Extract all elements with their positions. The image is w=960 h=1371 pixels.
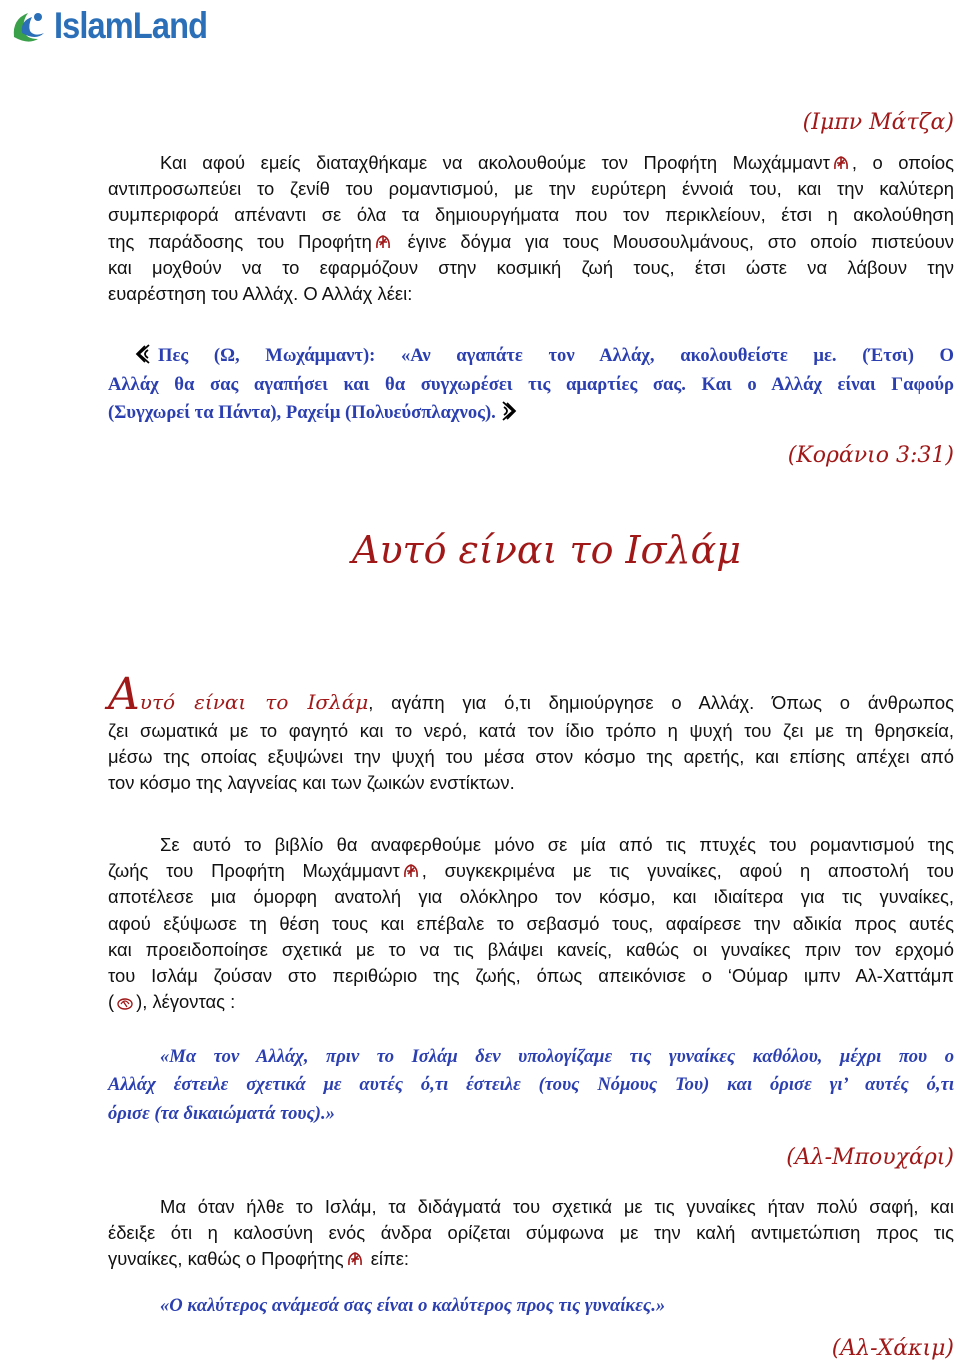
islamland-logo [8, 4, 228, 48]
text-line: ( ), λέγοντας : [108, 991, 236, 1013]
page-heading: Αυτό είναι το Ισλάμ [352, 528, 741, 572]
pbuh-icon [374, 232, 392, 250]
text-line: και μοχθούν να το εφαρμόζουν στην κοσμική ζωή τους, έτσι ώστε να λάβουν την [108, 256, 954, 278]
logo-text: IslamLand [54, 5, 208, 46]
paragraph-women [108, 1194, 954, 1273]
quote-line: (Συγχωρεί τα Πάντα), Ραχείμ (Πολυεύσπλαχνος). [108, 399, 954, 428]
text-line: Αυτό είναι το Ισλάμ, αγάπη για ό,τι δημιούργησε ο Αλλάχ. Όπως ο άνθρωπος [108, 669, 954, 720]
text-line: ζει σωματικά με το φαγητό και το νερό, κατά τον ίδιο τρόπο η ψυχή του ζει με τη θρησκεία, [108, 720, 954, 741]
quote-line: Αλλάχ θα σας αγαπήσει και θα συγχωρέσει τις αμαρτίες σας. Και ο Αλλάχ είναι Γαφούρ [108, 373, 954, 395]
source-hakim: (Αλ-Χάκιμ) [831, 1336, 954, 1361]
pbuh-icon [402, 861, 420, 879]
paragraph-islam [108, 669, 954, 797]
text-line: ζωής του Προφήτη Μωχάμμαντ , συγκεκριμένα με τις γυναίκες, αφού η αποστολή του [108, 860, 954, 882]
source-bukhari: (Αλ-Μπουχάρι) [786, 1145, 954, 1170]
source-ibn-majah: (Ιμπν Μάτζα) [802, 110, 954, 135]
source-quran: (Κοράνιο 3:31) [787, 443, 954, 468]
ornate-bracket-open-icon [134, 343, 152, 365]
quote-line: όρισε (τα δικαιώματά τους).» [108, 1102, 335, 1124]
text-line: και προειδοποίησε σχετικά με το να τις βλάψει κανείς, καθώς οι γυναίκες πριν τον ερχομό [108, 938, 954, 960]
logo-mark-icon [8, 7, 50, 45]
text-line: του Ισλάμ ζούσαν στο περιθώριο της ζωής, όπως απεικόνισε ο ‘Ούμαρ ιμπν Αλ-Χαττάμπ [108, 965, 954, 987]
drop-cap: Α [108, 669, 140, 720]
ornate-bracket-close-icon [500, 400, 518, 422]
quran-quote [108, 342, 954, 428]
text-line: ευαρέστηση του Αλλάχ. Ο Αλλάχ λέει: [108, 283, 413, 305]
paragraph-intro [108, 150, 954, 307]
text-line: αποτέλεσε μια όμορφη ανατολή για ολόκληρο τον κόσμο, και ιδιαίτερα για τις γυναίκες, [108, 886, 954, 908]
text-line: συμπεριφορά απέναντι σε όλα τα δημιουργήματα που τον περικλείουν, έτσι η ακολούθηση [108, 204, 954, 226]
text-line: Και αφού εμείς διαταχθήκαμε να ακολουθούμε τον Προφήτη Μωχάμμαντ , ο οποίος [160, 152, 955, 173]
text-line: Μα όταν ήλθε το Ισλάμ, τα διδάγματά του σχετικά με τις γυναίκες ήταν πολύ σαφή, και [160, 1196, 954, 1217]
quote-line: «Μα τον Αλλάχ, πριν το Ισλάμ δεν υπολογίζαμε τις γυναίκες καθόλου, μέχρι που ο [160, 1046, 954, 1067]
umar-quote [108, 1043, 954, 1128]
quote-line: Πες (Ω, Μωχάμμαντ): «Αν αγαπάτε τον Αλλάχ, ακολουθείστε με. (Έτσι) Ο [108, 342, 954, 371]
pbuh-icon [832, 153, 850, 171]
ra-icon [116, 992, 134, 1010]
text-line: τον κόσμο της λαγνείας και των ζωικών ενστίκτων. [108, 772, 515, 794]
text-line: γυναίκες, καθώς ο Προφήτης είπε: [108, 1248, 410, 1270]
pbuh-icon [346, 1249, 364, 1267]
text-line: Σε αυτό το βιβλίο θα αναφερθούμε μόνο σε μία από τις πτυχές του ρομαντισμού της [160, 834, 954, 855]
text-line: έδειξε ότι η καλοσύνη ενός άνδρα ορίζεται σύμφωνα με την καλή αντιμετώπιση προς τις [108, 1222, 954, 1244]
quote-line: Αλλάχ έστειλε σχετικά με αυτές ό,τι έστειλε (τους Νόμους Του) και όρισε γι’ αυτές ό,τι [108, 1074, 954, 1096]
text-line: μέσω της οποίας εξυψώνει την ψυχή του μέσα στον κόσμο της αρετής, και επίσης απέχει από [108, 746, 954, 768]
text-line: αφού εξύψωσε τη θέση τους και επέβαλε το σεβασμό τους, αφαίρεσε την αδικία προς αυτές [108, 912, 954, 934]
text-line: της παράδοσης του Προφήτη έγινε δόγμα για τους Μουσουλμάνους, στο οποίο πιστεύουν [108, 230, 955, 252]
paragraph-book [108, 832, 954, 1015]
hadith-quote: «Ο καλύτερος ανάμεσά σας είναι ο καλύτερος προς τις γυναίκες.» [160, 1295, 666, 1316]
text-line: αντιπροσωπεύει το ζενίθ του ρομαντισμού, με την ευρύτερη έννοιά του, και την καλύτερη [108, 178, 954, 200]
